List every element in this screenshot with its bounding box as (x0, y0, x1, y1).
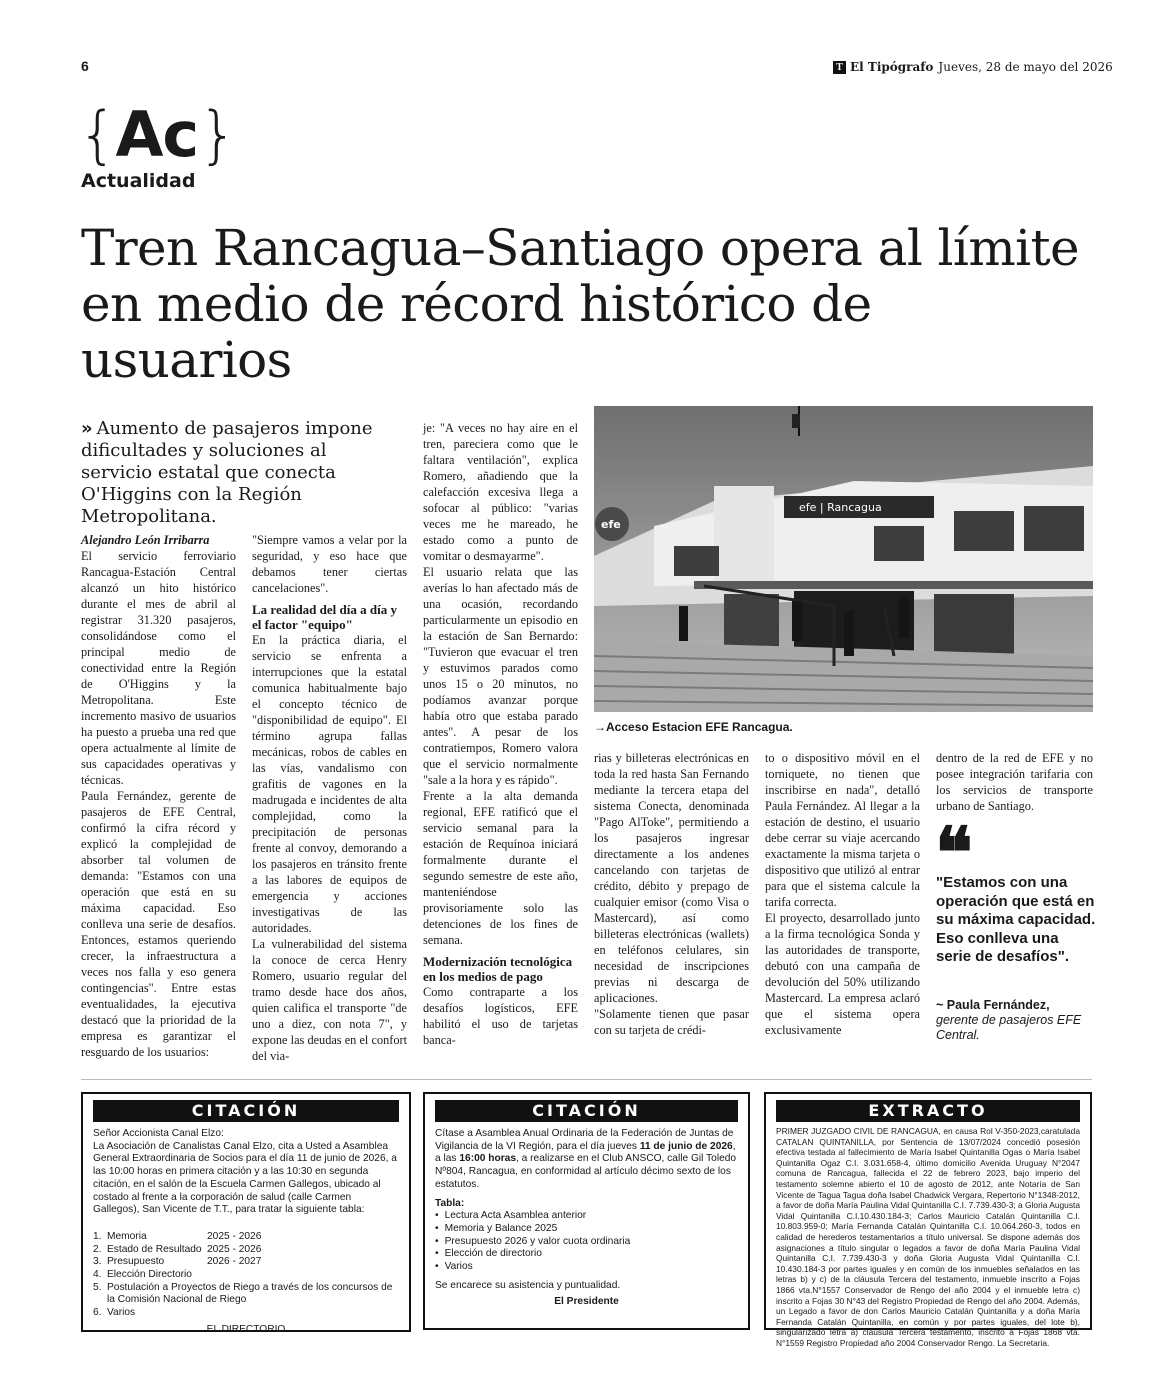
notice-title: CITACIÓN (93, 1100, 399, 1122)
paragraph: je: "A veces no hay aire en el tren, pareciera como que le faltara ventilación", explica Romero, añadiendo que la calefacción excesiva llega a sofocar al público: "varias veces me he mareado, he estado como a punto de vomitar o desmayarme". (423, 421, 578, 563)
photo-caption-text: Acceso Estacion EFE Rancagua. (606, 720, 793, 734)
article-column-5 (765, 750, 920, 1050)
notice-greeting: Señor Accionista Canal Elzo: (93, 1128, 224, 1139)
section-mark-text: Ac (115, 98, 199, 171)
list-item: 4. Elección Directorio (93, 1269, 192, 1281)
notice-body: PRIMER JUZGADO CIVIL DE RANCAGUA, en causa Rol V-350-2023,caratulada CATALAN QUINTANILLA, por Sentencia de 13/07/2024 concedió posesión efectiva testada al fallecimiento de María Isabel Quintanilla Ogas o María Isabel Quintanilla Ogaz C.I. 3.031.658-4, último domicilio Avenida Uruguay N°2047 comuna de Rancagua, fallecida el 22 de febrero 2023, bajo imperio del testamento solemne abierto el 10 de agosto de 2012, ante Notaría de San Vicente de Tagua Tagua doña Isabel Chadwick Vergara, Repertorio N°1348-2012, a favor de doña María Paulina Vidal Quintanilla C.I. 7.739.430-3; a Gloria Augusta Vidal Quintanilla C.I.10.430.184-3; Carlos Mauricio Catalán Quintanilla C.I. 10.803.959-0; María Fernanda Catalán Quintanilla C.I. 10.064.260-3, todos en calidad de herederos testamentarios a título universal. Se dispone además dos asignaciones a título singular o legados a favor de doña María Paulina Vidal Quintanilla C.I. 7.739.430-3 y doña Gloria Augusta Vidal Quintanilla C.I. 10.430.184-3 por partes iguales y en común de los inmuebles señalados en las letras b) y c) de la cláusula Tercera del testamento, inmueble inscrito a Fojas 1866 vta.N°1557 Conservador de Rengo del año 2004 y el inmueble letra c) inscrito a Fojas 30 N°43 del Registro Propiedad de Rengo del año 2004. Además, un Legado a favor de don Carlos Mauricio Catalán Quintanilla y a doña María Fernanda Catalán Quintanilla, en común y por partes iguales, del lote b), singularizado letra a) cláusula Tercera testamento, inscrito a Fojas 1868 vta. N°1559 Registro Propiedad año 2004 Conservador Rengo. La Secretaria. (776, 1126, 1080, 1348)
agenda-list (435, 1210, 738, 1274)
paragraph: Paula Fernández, gerente de pasajeros de EFE Central, confirmó la cifra récord y explicó la complejidad de absorber tal volumen de demanda: "Estamos con una operación que está en su máxima capacidad. Eso conlleva una serie de desafíos. Entonces, estamos queriendo crecer, la infraestructura a veces nos falla y eso genera contingencias". Entre estas eventualidades, la ejecutiva destacó que la prioridad de la empresa es garantizar el resguardo de los usuarios: (81, 789, 236, 1059)
article-column-1 (81, 532, 236, 1059)
quote-mark-icon: ❝ (935, 811, 973, 894)
list-item: 2. Estado de Resultado 2025 - 2026 (93, 1243, 262, 1255)
paragraph: dentro de la red de EFE y no posee integración tarifaria con los servicios de transporte urbano de Santiago. (936, 751, 1093, 813)
notice-title: CITACIÓN (435, 1100, 738, 1122)
headline-line-1: Tren Rancagua–Santiago opera al límite (81, 219, 1080, 277)
lead-text: Aumento de pasajeros impone dificultades y soluciones al servicio estatal que conecta O'Higgins con la Región Metropolitana. (81, 418, 373, 527)
pull-quote-author (936, 998, 1096, 1043)
notice-extracto (764, 1092, 1092, 1348)
masthead (833, 60, 1113, 74)
publication-name: El Tipógrafo (850, 60, 934, 74)
article-column-2 (252, 532, 407, 1063)
section-mark: {Ac} (78, 98, 236, 171)
paragraph: Frente a la alta demanda regional, EFE ratificó que el servicio semanal para la estación de Requínoa iniciará formalmente durante el segundo semestre de este año, manteniéndose provisoriamente solo las detenciones de los fines de semana. (423, 789, 578, 947)
list-item: • Memoria y Balance 2025 (435, 1223, 738, 1236)
subheading: La realidad del día a día y el factor "equipo" (252, 602, 397, 632)
agenda-list (93, 1231, 399, 1320)
notice-body: Cítase a Asamblea Anual Ordinaria de la Federación de Juntas de Vigilancia de la VI Región, para el día jueves 11 de junio de 2026, a las 16:00 horas, a realizarse en el Club ANSCO, calle Gil Toledo Nº804, Rancagua, en conformidad al artículo décimo sexto de los estatutos. (435, 1128, 737, 1190)
notice-signature: EL DIRECTORIO (206, 1323, 286, 1335)
paragraph: El usuario relata que las averías lo han afectado más de una ocasión, recordando particularmente un episodio en la estación de San Bernardo: "Tuvieron que evacuar el tren y estuvimos parados como unos 15 o 20 minutos, no podíamos avanzar porque había otro que estaba parado antes". A pesar de los contratiempos, Romero valora que el servicio normalmente "sale a la hora y es rápido". (423, 565, 578, 787)
article-column-4 (594, 750, 749, 1050)
article-column-3 (423, 420, 578, 1050)
tabla-label: Tabla: (435, 1197, 465, 1209)
quote-author-role: gerente de pasajeros EFE Central. (936, 1013, 1082, 1042)
lead-paragraph (81, 418, 401, 528)
quote-author-name: ~ Paula Fernández, (936, 998, 1050, 1012)
notice-citacion-federacion (423, 1092, 750, 1330)
list-item: • Presupuesto 2026 y valor cuota ordinaria (435, 1236, 738, 1249)
photo-logo: efe (601, 518, 621, 531)
notice-closing: Se encarece su asistencia y puntualidad. (435, 1279, 621, 1291)
notice-citacion-canal-elzo (81, 1092, 411, 1335)
page-number: 6 (81, 58, 89, 74)
pull-quote: "Estamos con una operación que está en su máxima capacidad. Eso conlleva una serie de desafíos". (936, 874, 1096, 966)
paragraph: rias y billeteras electrónicas en toda la red hasta San Fernando mediante la tercera etapa del sistema Conecta, denominada "Pago AlToke", permitiendo a los pasajeros ingresar directamente a los andenes cancelando con tarjetas de crédito, débito y prepago de cualquier emisor (como Visa o Mastercard), así como billeteras electrónicas (wallets) en teléfonos celulares, sin necesidad de inscripciones previas ni descarga de aplicaciones. (594, 751, 749, 1005)
paragraph: "Siempre vamos a velar por la seguridad, y eso hace que debamos tener ciertas cancelaciones". (252, 533, 407, 595)
headline (81, 220, 1091, 388)
list-item: 1. Memoria 2025 - 2026 (93, 1230, 262, 1242)
list-item: 3. Presupuesto 2026 - 2027 (93, 1256, 262, 1268)
photo-sign: efe | Rancagua (799, 501, 882, 514)
article-column-6 (936, 750, 1093, 820)
paragraph: La vulnerabilidad del sistema la conoce de cerca Henry Romero, usuario regular del tramo desde hace dos años, quien califica el transporte "de uno a diez, con nota 7", y expone las deudas en el confort del via- (252, 937, 407, 1063)
section-label: Actualidad (81, 170, 196, 192)
headline-line-2: en medio de récord histórico de usuarios (81, 275, 872, 389)
paragraph: "Solamente tienen que pasar con su tarjeta de crédi- (594, 1007, 749, 1037)
arrow-right-icon: → (594, 720, 606, 734)
paragraph: El servicio ferroviario Rancagua-Estación Central alcanzó un hito histórico durante el mes de abril al registrar 31.320 pasajeros, consolidándose como el principal medio de conectividad entre la Región de O'Higgins y la Metropolitana. Este incremento masivo de usuarios ha puesto a prueba una red que opera actualmente al límite de sus capacidades operativas y técnicas. (81, 549, 236, 787)
divider (81, 1079, 1092, 1080)
list-item: • Varios (435, 1261, 738, 1274)
notice-signature: El Presidente (554, 1296, 619, 1308)
list-item: • Lectura Acta Asamblea anterior (435, 1210, 738, 1223)
list-item: 6. Varios (93, 1307, 136, 1319)
byline: Alejandro León Irribarra (81, 533, 210, 547)
publication-logo-icon: T (833, 61, 846, 74)
station-photo-illustration (594, 406, 1093, 712)
list-item: • Elección de directorio (435, 1248, 738, 1261)
chevron-double-icon: » (81, 418, 93, 439)
paragraph: Como contraparte a los desafíos logísticos, EFE habilitó el uso de tarjetas banca- (423, 985, 578, 1047)
photo-caption (594, 720, 793, 734)
paragraph: to o dispositivo móvil en el torniquete, no tienen que inscribirse en nada", detalló Paula Fernández. Al llegar a la estación de destino, el usuario debe cerrar su viaje acercando exactamente la misma tarjeta o dispositivo que utilizó al entrar para que el sistema calcule la tarifa correcta. (765, 751, 920, 909)
paragraph: En la práctica diaria, el servicio se enfrenta a interrupciones que la estatal comunica habitualmente bajo el concepto técnico de "disponibilidad de equipo". El término agrupa fallas mecánicas, robos de cables en las vías, vandalismo con grafitis de vagones en la madrugada e incidentes de alta complejidad, como la precipitación de personas frente al convoy, demorando a los pasajeros en tránsito frente a las labores de equipos de emergencia y acciones investigativas de las autoridades. (252, 633, 407, 935)
subheading: Modernización tecnológica en los medios de pago (423, 954, 573, 984)
notice-body: La Asociación de Canalistas Canal Elzo, cita a Usted a Asamblea General Extraordinaria de Socios para el día 11 de junio de 2026, a las 10:00 horas en primera citación y a las 10:30 en segunda citación, en el salón de la Escuela Carmen Gallegos, ubicado al costado al frente a la corporación de salud (calle Carmen Gallegos), San Vicente de T.T., para tratar la siguiente tabla: (93, 1140, 397, 1216)
station-photo (594, 406, 1093, 712)
notice-title: EXTRACTO (776, 1100, 1080, 1122)
list-item: 5. Postulación a Proyectos de Riego a través de los concursos de la Comisión Nacional de Riego (93, 1281, 393, 1306)
publication-date: Jueves, 28 de mayo del 2026 (938, 60, 1113, 74)
paragraph: El proyecto, desarrollado junto a la firma tecnológica Sonda y las autoridades de transporte, debutó con una campaña de devolución del 50% utilizando Mastercard. La empresa aclaró que el sistema opera exclusivamente (765, 911, 920, 1037)
